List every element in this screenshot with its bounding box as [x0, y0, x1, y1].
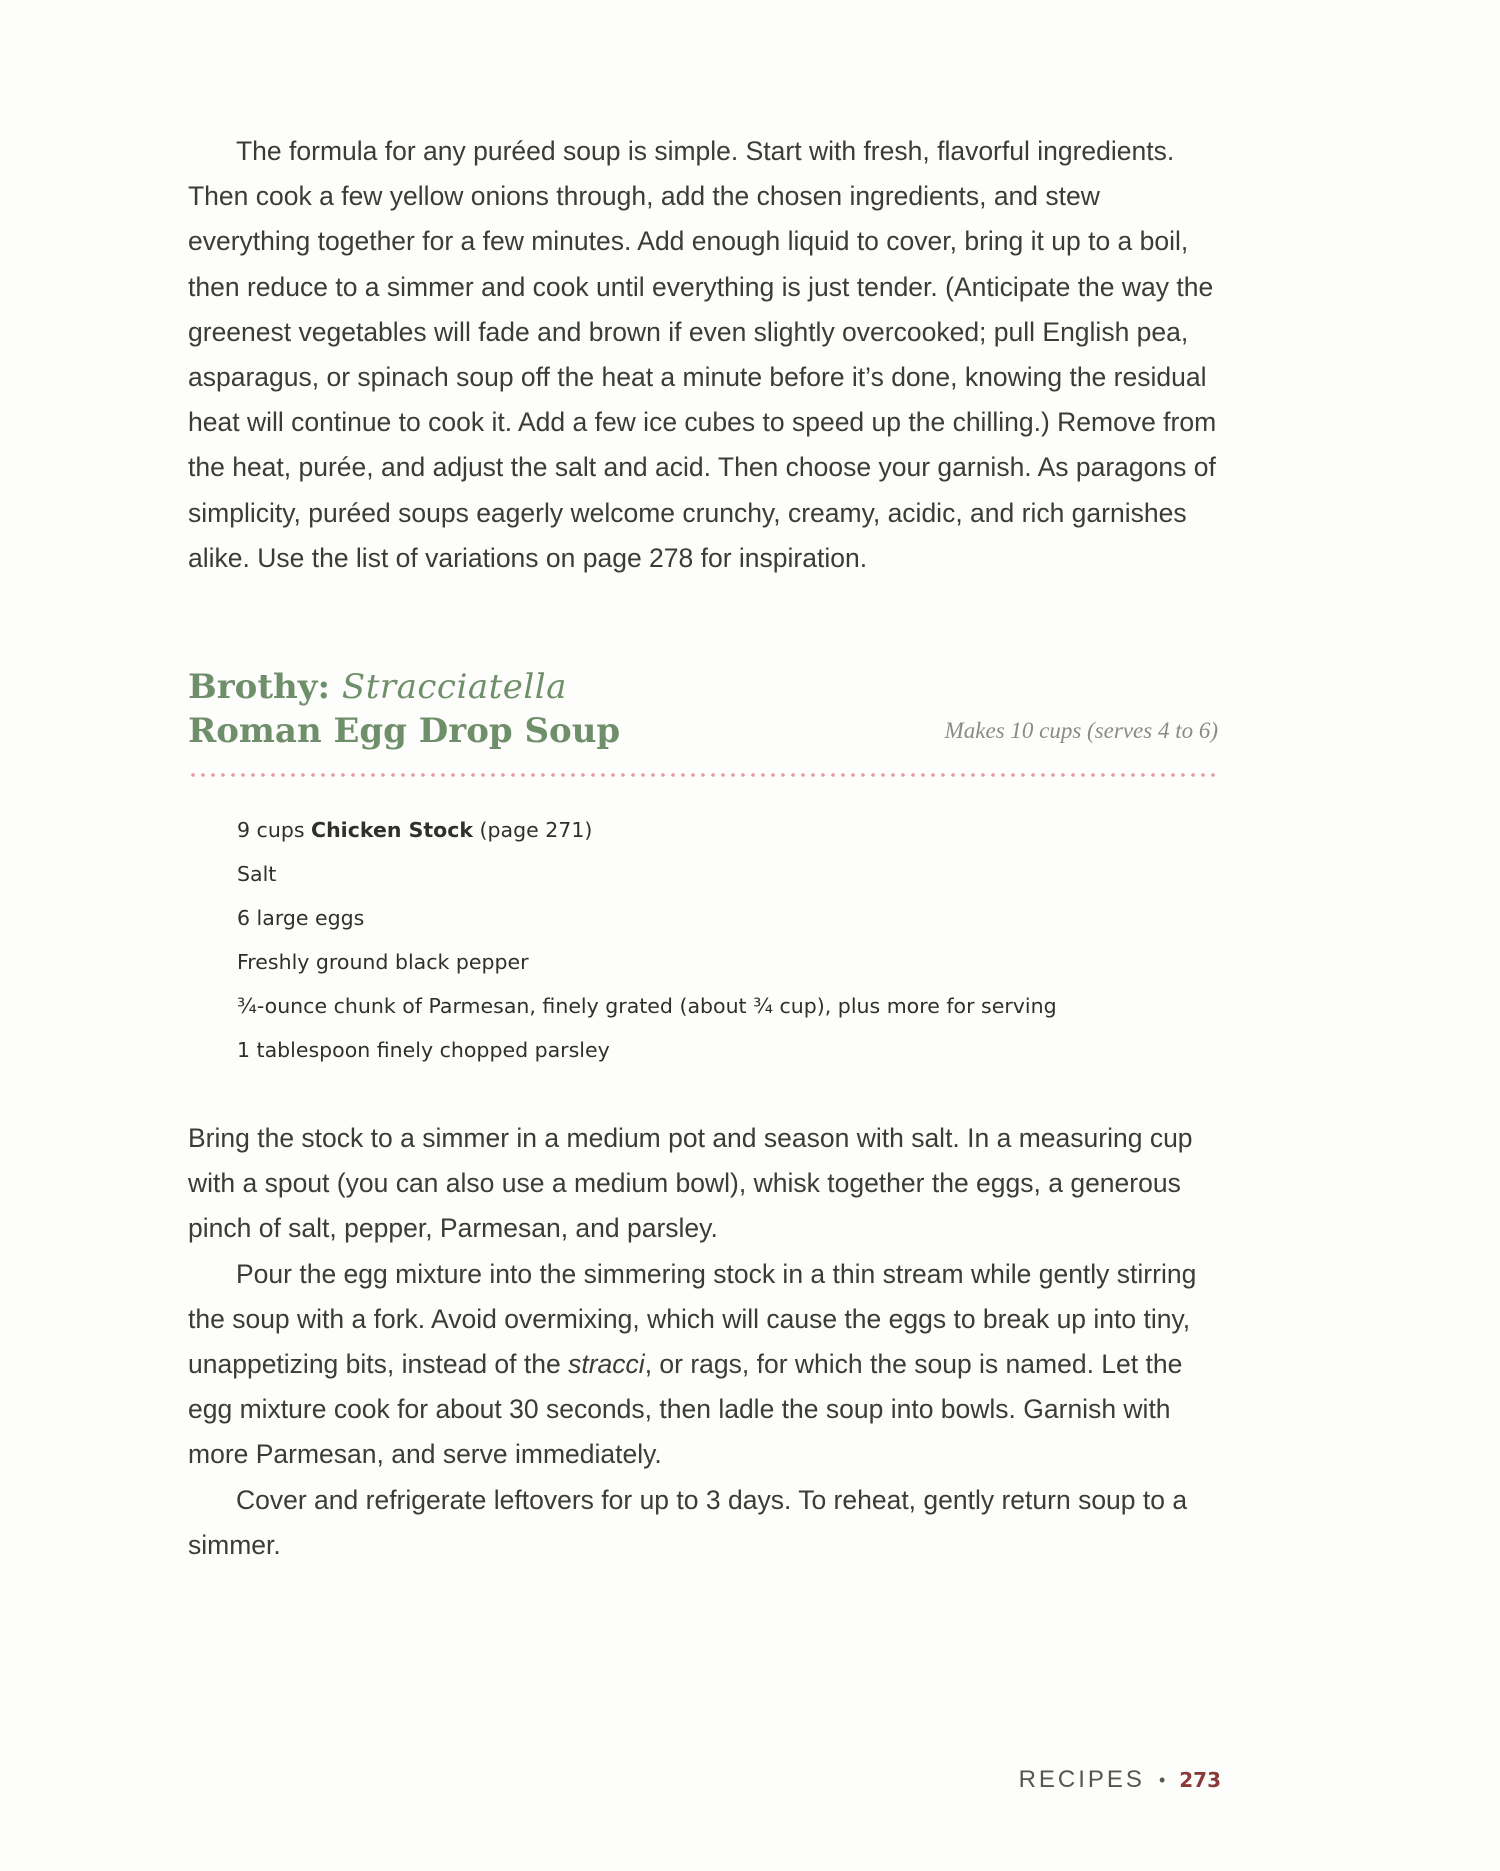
ingredient-item [237, 896, 1057, 940]
ingredient-text: 9 cups [237, 818, 312, 842]
ingredient-text: ¾-ounce chunk of Parmesan, finely grated (about ¾ cup), plus more for serving [237, 994, 1057, 1018]
ingredient-text: 1 tablespoon finely chopped parsley [237, 1038, 610, 1062]
dotted-divider [188, 772, 1218, 778]
intro-section [188, 129, 1222, 581]
recipe-yield: Makes 10 cups (serves 4 to 6) [944, 718, 1218, 743]
ingredient-name: Chicken Stock [311, 818, 474, 842]
method-paragraph-2 [188, 1252, 1222, 1478]
recipe-title [188, 665, 620, 753]
method-p2-italic: stracci [568, 1349, 645, 1380]
ingredient-item [237, 852, 1057, 896]
intro-paragraph: The formula for any puréed soup is simple. Start with fresh, flavorful ingredients. Then cook a few yellow onions through, add the chosen ingredients, and stew everything together for a few minutes. Add enough liquid to cover, bring it up to a boil, then reduce to a simmer and cook until everything is just tender. (Anticipate the way the greenest vegetables will fade and brown if even slightly overcooked; pull English pea, asparagus, or spinach soup off the heat a minute before it’s done, knowing the residual heat will continue to cook it. Add a few ice cubes to speed up the chilling.) Remove from the heat, purée, and adjust the salt and acid. Then choose your garnish. As paragons of simplicity, puréed soups eagerly welcome crunchy, creamy, acidic, and rich garnishes alike. Use the list of variations on page 278 for inspiration. [188, 136, 1217, 573]
method-p2-text-a: Pour the egg mixture into the simmering stock in a thin stream while gently stirring the soup with a fork. Avoid overmixing, which will cause the eggs to break up into tiny, unappetizing bits, instead of the [188, 1258, 1197, 1380]
method-section [188, 1116, 1222, 1568]
page-footer [1019, 1766, 1221, 1794]
ingredient-item [237, 984, 1057, 1028]
recipe-title-line2: Roman Egg Drop Soup [188, 711, 621, 751]
recipe-title-line1 [188, 665, 620, 709]
footer-section-label: RECIPES [1018, 1766, 1145, 1793]
method-paragraph-3: Cover and refrigerate leftovers for up to 3 days. To reheat, gently return soup to a simmer. [188, 1484, 1188, 1560]
ingredient-reference: (page 271) [473, 818, 593, 842]
ingredient-text: 6 large eggs [237, 906, 365, 930]
ingredient-item [237, 808, 1057, 852]
ingredient-text: Freshly ground black pepper [237, 950, 529, 974]
ingredient-text: Salt [237, 862, 277, 886]
ingredient-list [237, 808, 1057, 1072]
recipe-title-prefix: Brothy: [188, 667, 331, 707]
ingredient-item [237, 940, 1057, 984]
page-number: 273 [1179, 1768, 1221, 1792]
footer-separator: • [1158, 1769, 1166, 1790]
method-p2-text-b: , or rags, for which the soup is named. Let the egg mixture cook for about 30 seconds, then ladle the soup into bowls. Garnish with more Parmesan, and serve immediately. [188, 1349, 1183, 1470]
method-paragraph-1: Bring the stock to a simmer in a medium pot and season with salt. In a measuring cup with a spout (you can also use a medium bowl), whisk together the eggs, a generous pinch of salt, pepper, Parmesan, and parsley. [188, 1123, 1193, 1244]
ingredient-item [237, 1028, 1057, 1072]
recipe-title-italic: Stracciatella [341, 667, 567, 707]
